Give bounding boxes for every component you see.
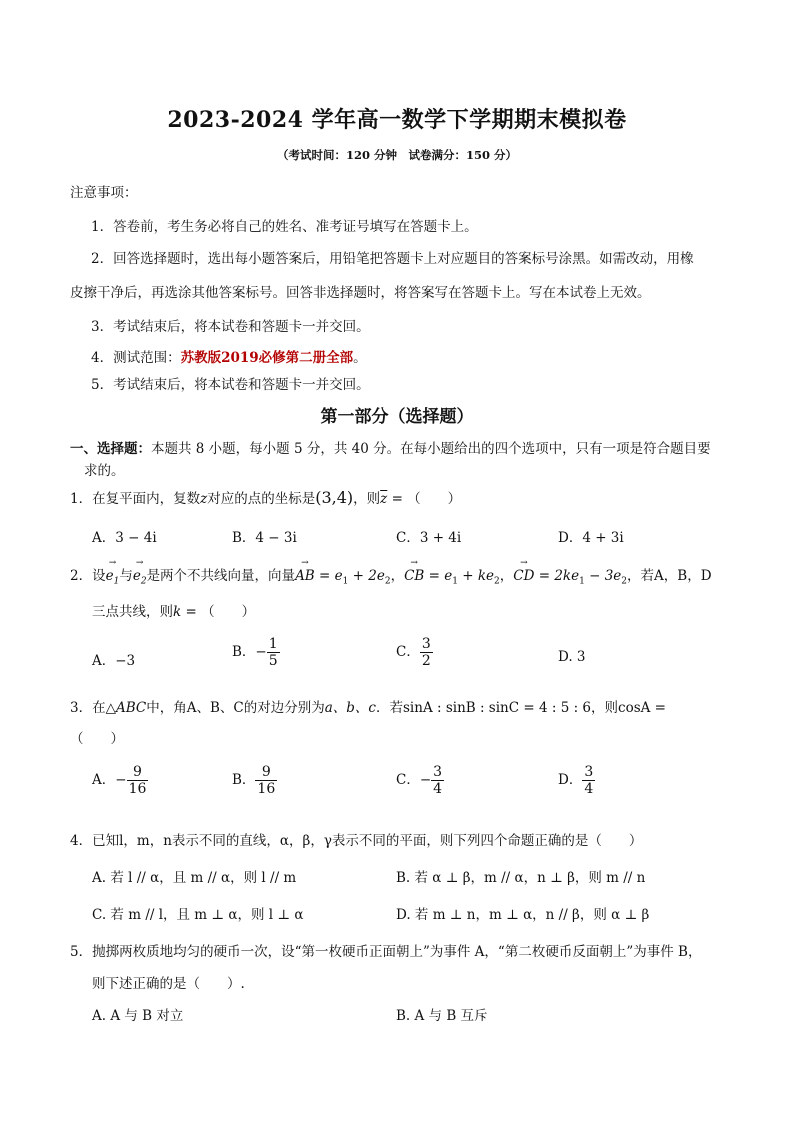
question-4-stem: 4．已知l，m，n表示不同的直线，α，β，γ表示不同的平面，则下列四个命题正确的是（ ） xyxy=(70,833,643,849)
q2-option-d: D. 3 xyxy=(558,649,586,665)
q3-triangle: △ABC xyxy=(105,700,147,716)
q2-option-b-fraction xyxy=(267,636,280,669)
q2-eq1-sub: 1 xyxy=(342,576,349,587)
section-intro xyxy=(70,437,711,457)
q3-end: = xyxy=(650,700,666,716)
notice-item-4-suffix: 。 xyxy=(353,350,367,366)
q3-option-a-fraction xyxy=(127,764,149,797)
q4-option-a: A. 若 l // α，且 m // α，则 l // m xyxy=(92,870,297,886)
notice-item-2-line1: 2．回答选择题时，选出每小题答案后，用铅笔把答题卡上对应题目的答案标号涂黑。如需改动，用橡 xyxy=(91,251,694,267)
q3-option-d-label: D． xyxy=(558,772,583,789)
question-3-stem xyxy=(70,696,666,716)
q3-option-a xyxy=(92,764,148,797)
q3-option-d xyxy=(558,764,595,797)
q2-option-c-label: C． xyxy=(396,644,420,661)
q3-cosA: cosA xyxy=(618,700,651,716)
question-1-stem xyxy=(70,487,461,507)
q1-mid: 对应的点的坐标是 xyxy=(207,491,316,507)
q1-conjugate-z: $\overline{z}$ xyxy=(380,491,388,507)
q3-option-c xyxy=(396,764,444,797)
q2-tail: ，若A，B，D xyxy=(627,568,712,584)
q2-e1-letter: e xyxy=(105,568,114,584)
section-intro-prefix: 一、选择题： xyxy=(70,441,151,457)
page-subtitle: （考试时间：120 分钟 试卷满分：150 分） xyxy=(276,148,517,162)
q2-option-b-label: B． xyxy=(232,644,256,661)
test-scope: 苏教版2019必修第二册全部 xyxy=(180,350,354,366)
notice-item-1: 1．答卷前，考生务必将自己的姓名、准考证号填写在答题卡上。 xyxy=(91,219,478,235)
q3-option-a-den: 16 xyxy=(128,781,147,798)
q5-option-a: A. A 与 B 对立 xyxy=(92,1008,184,1024)
q3-option-b-label: B． xyxy=(232,772,256,789)
section-intro-line2: 求的。 xyxy=(84,463,125,479)
q2-plus2: + 2e xyxy=(348,568,385,584)
q2-and: 与 xyxy=(119,568,133,584)
q2-vector-cb: → CB xyxy=(404,568,424,584)
q2-option-b-sign: − xyxy=(255,644,267,661)
q3-option-a-label: A． xyxy=(92,772,116,789)
q5-option-b: B. A 与 B 互斥 xyxy=(396,1008,488,1024)
notice-heading: 注意事项： xyxy=(70,185,138,201)
q3-prefix: 3．在 xyxy=(70,700,106,716)
q2-option-a: A．−3 xyxy=(92,653,136,669)
q1-option-d: D．4 + 3i xyxy=(558,530,624,546)
q1-option-a: A．3 − 4i xyxy=(92,530,157,546)
q2-minus3: − 3e xyxy=(584,568,622,584)
q3-ratio: sinA : sinB : sinC = 4 : 5 : 6 xyxy=(403,700,592,716)
q2-option-c xyxy=(396,636,433,669)
q3-option-c-sign: − xyxy=(419,772,432,789)
question-5-stem-line2: 则下述正确的是（ ）. xyxy=(92,976,245,992)
q2-eq3-sub: 1 xyxy=(579,576,585,587)
notice-item-5: 5．考试结束后，将本试卷和答题卡一并交回。 xyxy=(91,377,370,393)
q2-pluske-sub: 2 xyxy=(494,576,500,587)
section-title: 第一部分（选择题） xyxy=(320,407,474,427)
q2-mid: 是两个不共线向量，向量 xyxy=(146,568,296,584)
question-2-stem: 2．设→ $e_1$与→ $e_2$是两个不共线向量，向量→ AB = $e_1 + 2e_2$，→ CB = $e_1 + ke_2$，→ CD = $2ke_1 - 3e_2$，若A，B，D xyxy=(70,564,712,587)
q2-e1-sub: 1 xyxy=(113,576,120,587)
q1-mid2: ，则 xyxy=(353,491,381,507)
q2-line2: 三点共线，则 xyxy=(92,604,173,620)
q2-eq3: = 2ke xyxy=(534,568,580,584)
q2-var-k: k xyxy=(173,604,182,620)
q3-option-b xyxy=(232,764,277,797)
q2-eq1: = e xyxy=(314,568,343,584)
q3-option-c-den: 4 xyxy=(433,781,443,798)
q3-option-d-fraction xyxy=(582,764,595,797)
question-3-line2: （ ） xyxy=(70,731,124,747)
q2-option-c-num: 3 xyxy=(421,636,431,652)
q2-vector-e1 xyxy=(106,568,120,587)
q1-end: = （ ） xyxy=(387,491,462,507)
q3-mid2: ．若 xyxy=(376,700,403,716)
q3-mid3: ，则 xyxy=(591,700,619,716)
q4-option-b: B. 若 α ⊥ β，m // α，n ⊥ β，则 m // n xyxy=(396,870,646,886)
q2-eq2: = e xyxy=(424,568,453,584)
q2-option-c-fraction xyxy=(420,636,433,669)
q3-mid: 中，角A、B、C的对边分别为 xyxy=(146,700,325,716)
q4-option-d: D. 若 m ⊥ n，m ⊥ α，n // β，则 α ⊥ β xyxy=(396,907,650,923)
q3-option-c-num: 3 xyxy=(433,764,443,780)
q2-line2-end: = （ ） xyxy=(181,604,256,620)
q1-var-z: z xyxy=(200,491,208,507)
q2-e2-sub: 2 xyxy=(140,576,147,587)
q3-vars: a、b、c xyxy=(324,700,376,716)
q2-option-b-den: 5 xyxy=(268,653,278,670)
q3-option-c-label: C． xyxy=(396,772,420,789)
q3-option-c-fraction xyxy=(431,764,444,797)
q2-option-c-den: 2 xyxy=(421,653,431,670)
section-intro-rest: 本题共 8 小题，每小题 5 分，共 40 分。在每小题给出的四个选项中，只有一项是符合题目要 xyxy=(151,441,711,457)
q2-vector-ab: → AB xyxy=(295,568,315,584)
q1-option-c: C．3 + 4i xyxy=(396,530,462,546)
question-2-line2 xyxy=(92,600,255,620)
q2-eq2-sub: 1 xyxy=(452,576,458,587)
q2-e2-letter: e xyxy=(132,568,141,584)
notice-item-4 xyxy=(91,346,367,366)
q3-option-b-num: 9 xyxy=(261,764,271,780)
q2-minus3-sub: 2 xyxy=(621,576,628,587)
q1-option-b: B．4 − 3i xyxy=(232,530,297,546)
q4-option-c: C. 若 m // l，且 m ⊥ α，则 l ⊥ α xyxy=(92,907,304,923)
q3-option-b-fraction xyxy=(255,764,277,797)
q2-plus2-sub: 2 xyxy=(384,576,391,587)
q3-option-a-num: 9 xyxy=(133,764,142,780)
q1-prefix: 1．在复平面内，复数 xyxy=(70,491,201,507)
question-5-stem-line1: 5．抛掷两枚质地均匀的硬币一次，设“第一枚硬币正面朝上”为事件 A，“第二枚硬币反面朝上”为事件 B， xyxy=(70,944,702,960)
q3-option-b-den: 16 xyxy=(257,781,276,798)
q3-option-d-den: 4 xyxy=(584,781,594,798)
page-title: 2023-2024 学年高一数学下学期期末模拟卷 xyxy=(167,107,627,133)
q2-prefix: 2．设 xyxy=(70,568,106,584)
q2-option-b-num: 1 xyxy=(268,636,278,652)
notice-item-2-line2: 皮擦干净后，再选涂其他答案标号。回答非选择题时，将答案写在答题卡上。写在本试卷上无效。 xyxy=(70,285,651,301)
notice-item-4-prefix: 4．测试范围： xyxy=(91,350,181,366)
q3-option-a-sign: − xyxy=(115,772,127,789)
q1-coord: (3,4) xyxy=(315,488,354,507)
notice-item-3: 3．考试结束后，将本试卷和答题卡一并交回。 xyxy=(91,319,370,335)
q2-pluske: + ke xyxy=(457,568,495,584)
q2-vector-e2 xyxy=(133,568,147,587)
q2-vector-cd: → CD xyxy=(513,568,534,584)
q3-option-d-num: 3 xyxy=(584,764,594,780)
q2-option-b xyxy=(232,636,280,669)
